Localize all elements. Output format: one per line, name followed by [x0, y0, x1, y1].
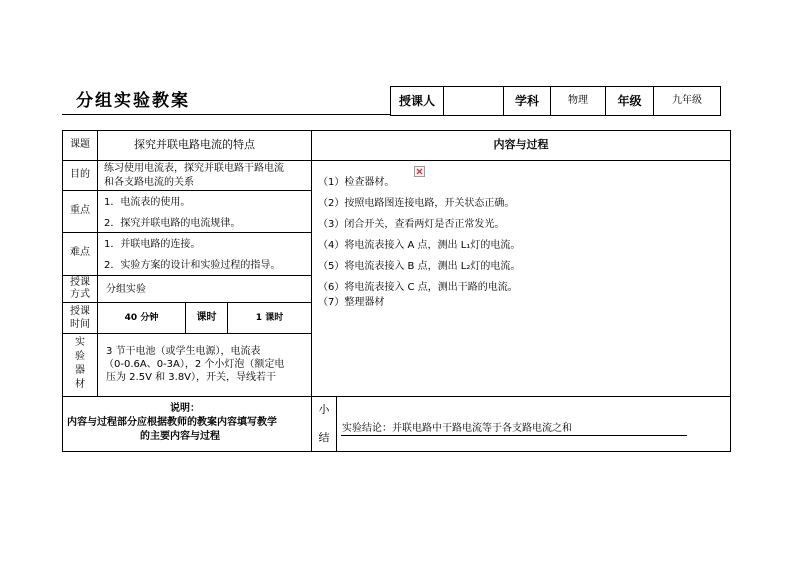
equipment-label-3: 器 [75, 365, 85, 376]
page-title: 分组实验教案 [76, 91, 190, 111]
step-6: （6）将电流表接入 C 点，测出干路的电流。 [318, 282, 518, 293]
content-header: 内容与过程 [493, 138, 549, 151]
title-underline [62, 114, 390, 115]
period-label: 课时 [196, 312, 217, 323]
time-label-line-1: 授课 [70, 306, 90, 317]
grade-label: 年级 [617, 94, 642, 108]
note-title: 说明： [170, 403, 200, 414]
equipment-label-4: 材 [75, 379, 85, 390]
equipment-line-2: （0-0.6A、0-3A），2 个小灯泡（额定电 [104, 359, 285, 370]
time-label-line-2: 时间 [70, 319, 90, 330]
difficulty-line-1: 1．并联电路的连接。 [104, 239, 201, 250]
goal-label: 目的 [70, 169, 90, 180]
difficulty-line-2: 2．实验方案的设计和实验过程的指导。 [104, 260, 281, 271]
subject-label: 学科 [514, 94, 539, 108]
difficulty-label: 难点 [70, 247, 90, 258]
step-7: （7）整理器材 [318, 297, 385, 308]
key-line-2: 2．探究并联电路的电流规律。 [104, 218, 241, 229]
equipment-label-1: 实 [75, 337, 85, 348]
time-value: 40 分钟 [124, 313, 159, 323]
grade-value: 九年级 [672, 95, 702, 106]
summary-value: 实验结论：并联电路中干路电流等于各支路电流之和 [342, 423, 572, 434]
period-value: 1 课时 [255, 313, 284, 323]
topic-value: 探究并联电路电流的特点 [134, 138, 255, 151]
topic-label: 课题 [70, 139, 90, 150]
step-3: （3）闭合开关，查看两灯是否正常发光。 [318, 219, 505, 230]
key-label: 重点 [70, 205, 90, 216]
step-2: （2）按照电路图连接电路，开关状态正确。 [318, 198, 515, 209]
equipment-line-3: 压为 2.5V 和 3.8V），开关，导线若干 [106, 372, 277, 383]
equipment-label-2: 验 [75, 351, 85, 362]
broken-image-icon [414, 166, 425, 177]
method-label-line-2: 方式 [70, 289, 90, 300]
method-value: 分组实验 [106, 284, 146, 295]
step-4: （4）将电流表接入 A 点，测出 L₁灯的电流。 [318, 240, 521, 251]
step-1: （1）检查器材。 [318, 177, 395, 188]
method-label-line-1: 授课 [70, 277, 90, 288]
note-line-1: 内容与过程部分应根据教师的教案内容填写教学 [67, 417, 277, 428]
teacher-label: 授课人 [398, 94, 435, 108]
goal-line-1: 练习使用电流表，探究并联电路干路电流 [104, 163, 284, 174]
equipment-line-1: 3 节干电池（或学生电源），电流表 [106, 346, 261, 357]
summary-label-2: 结 [318, 431, 330, 444]
subject-value: 物理 [568, 95, 588, 106]
key-line-1: 1．电流表的使用。 [104, 197, 191, 208]
summary-label-1: 小 [318, 403, 330, 416]
note-line-2: 的主要内容与过程 [140, 431, 220, 442]
step-5: （5）将电流表接入 B 点，测出 L₂灯的电流。 [318, 261, 521, 272]
goal-line-2: 和各支路电流的关系 [104, 177, 194, 188]
summary-underline [341, 435, 687, 436]
